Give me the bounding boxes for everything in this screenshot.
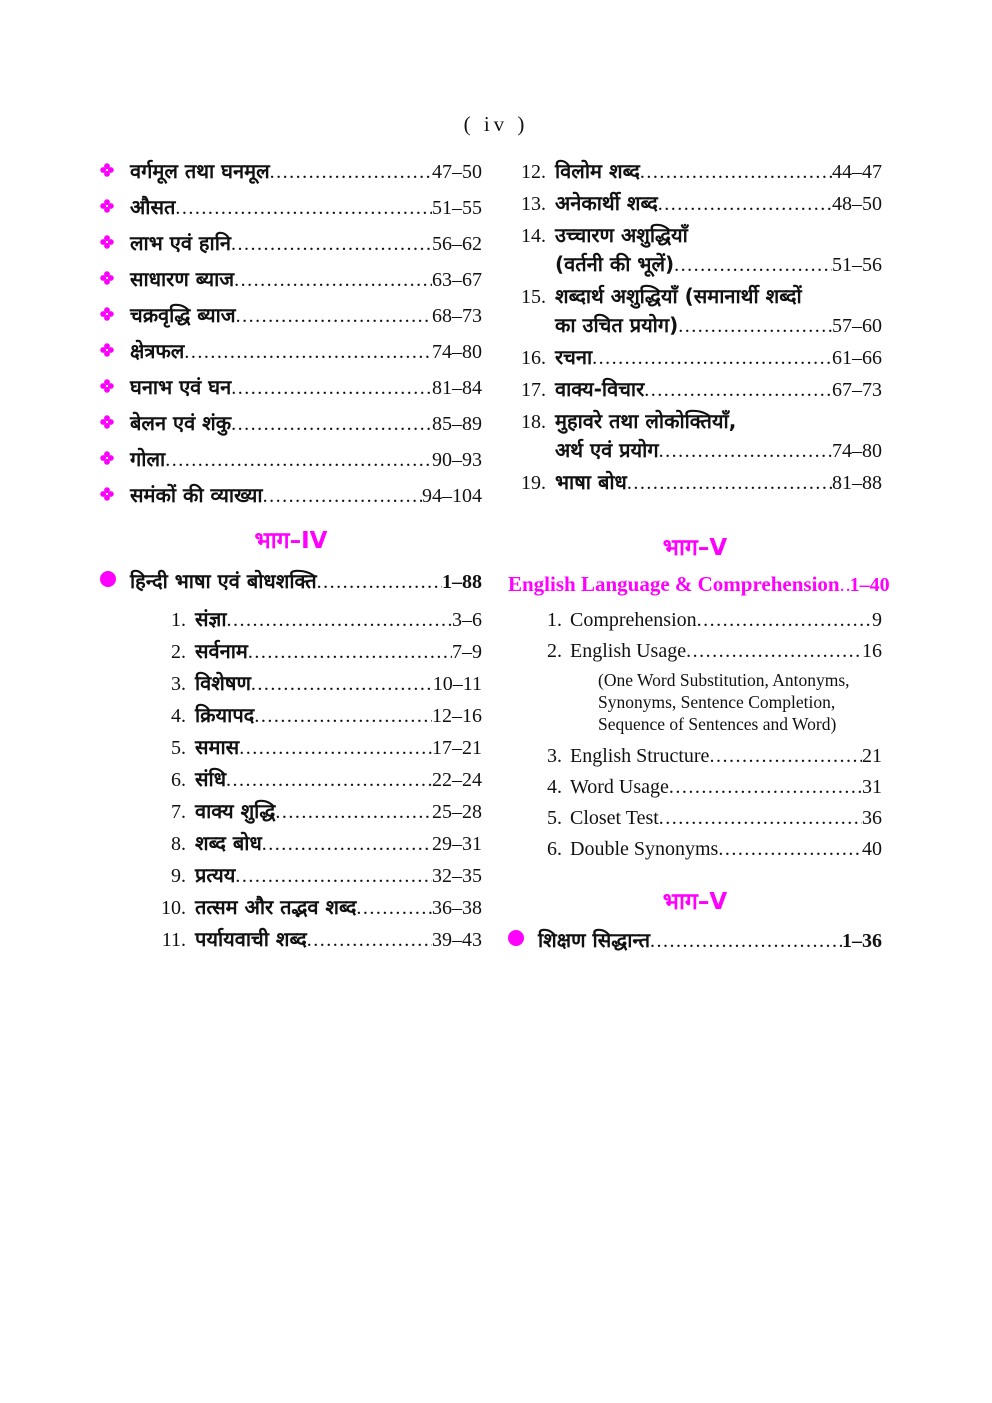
arithmetic-topic-list	[100, 158, 482, 510]
entry-pages: 44–47	[832, 161, 882, 183]
entry-number: 17.	[521, 379, 546, 401]
entry-label: लाभ एवं हानि	[130, 231, 231, 255]
entry-number: 3.	[171, 673, 186, 695]
toc-entry	[100, 302, 482, 330]
entry-pages: 10–11	[432, 673, 482, 695]
entry-label: तत्सम और तद्भव शब्द	[195, 895, 357, 919]
dot-leader	[356, 895, 432, 922]
entry-number: 6.	[171, 769, 186, 791]
entry-label: सर्वनाम	[195, 639, 248, 663]
entry-label-line2: (वर्तनी की भूलें)	[555, 252, 675, 276]
entry-label: रचना	[555, 345, 593, 369]
entry-number: 16.	[521, 347, 546, 369]
entry-label: शब्दार्थ अशुद्धियाँ (समानार्थी शब्दों	[555, 284, 802, 308]
dot-leader	[231, 411, 432, 438]
toc-entry	[148, 798, 482, 826]
toc-entry	[100, 194, 482, 222]
entry-label: गोला	[130, 447, 166, 471]
toc-entry	[100, 266, 482, 294]
entry-number: 6.	[547, 838, 562, 860]
dot-leader	[226, 767, 432, 794]
entry-label: Double Synonyms	[570, 838, 719, 860]
dot-leader	[251, 671, 433, 698]
entry-pages: 90–93	[432, 449, 482, 471]
entry-pages: 21	[862, 745, 882, 767]
toc-entry	[508, 222, 882, 279]
page-number-label: ( iv )	[463, 112, 529, 136]
entry-label: अनेकार्थी शब्द	[555, 191, 658, 215]
toc-entry	[148, 766, 482, 794]
entry-number: 5.	[171, 737, 186, 759]
entry-label: शिक्षण सिद्धान्त	[538, 928, 650, 952]
dot-leader	[235, 863, 432, 890]
entry-pages: 51–55	[432, 197, 482, 219]
english-usage-note: (One Word Substitution, Antonyms, Synonyms, Sentence Completion, Sequence of Sentences and Word)	[598, 670, 850, 734]
entry-pages: 31	[862, 776, 882, 798]
entry-pages: 39–43	[432, 929, 482, 951]
entry-number: 7.	[171, 801, 186, 823]
dot-leader	[658, 191, 832, 218]
entry-label: समंकों की व्याख्या	[130, 483, 263, 507]
dot-leader	[317, 569, 442, 596]
toc-entry	[148, 670, 482, 698]
entry-pages: 32–35	[432, 865, 482, 887]
toc-entry	[148, 702, 482, 730]
entry-pages: 81–84	[432, 377, 482, 399]
toc-entry	[536, 836, 882, 863]
dot-leader	[659, 438, 832, 465]
entry-pages: 74–80	[832, 440, 882, 462]
dot-leader	[236, 303, 432, 330]
entry-number: 12.	[521, 161, 546, 183]
toc-entry	[148, 830, 482, 858]
dot-leader	[718, 836, 862, 863]
toc-entry	[100, 482, 482, 510]
flower-bullet-icon	[100, 375, 130, 401]
toc-entry	[148, 926, 482, 954]
entry-label: औसत	[130, 195, 176, 219]
dot-leader	[627, 470, 832, 497]
toc-entry	[536, 638, 882, 665]
toc-entry	[536, 743, 882, 770]
dot-leader	[248, 639, 452, 666]
flower-bullet-icon	[100, 195, 130, 221]
dot-leader	[678, 313, 832, 340]
dot-leader	[231, 375, 432, 402]
toc-entry	[100, 446, 482, 474]
dot-leader	[165, 447, 432, 474]
entry-number: 15.	[521, 286, 546, 308]
entry-pages: 74–80	[432, 341, 482, 363]
dot-leader	[184, 339, 432, 366]
dot-leader	[650, 928, 842, 955]
entry-pages: 17–21	[432, 737, 482, 759]
dot-leader	[669, 774, 862, 801]
entry-number: 1.	[547, 609, 562, 631]
toc-entry	[508, 190, 882, 218]
entry-pages: 67–73	[832, 379, 882, 401]
entry-label: वाक्य शुद्धि	[195, 799, 276, 823]
flower-bullet-icon	[100, 411, 130, 437]
dot-leader	[307, 927, 432, 954]
dot-leader	[270, 159, 432, 186]
toc-entry	[536, 774, 882, 801]
entry-number: 13.	[521, 193, 546, 215]
entry-number: 4.	[171, 705, 186, 727]
entry-label: संधि	[195, 767, 226, 791]
entry-pages: 36–38	[432, 897, 482, 919]
entry-label: घनाभ एवं घन	[130, 375, 232, 399]
entry-pages: 81–88	[832, 472, 882, 494]
entry-pages: 12–16	[432, 705, 482, 727]
toc-entry	[100, 230, 482, 258]
toc-entry	[148, 894, 482, 922]
toc-entry	[508, 283, 882, 340]
entry-pages: 56–62	[432, 233, 482, 255]
entry-label: पर्यायवाची शब्द	[195, 927, 307, 951]
entry-number: 9.	[171, 865, 186, 887]
toc-entry	[100, 374, 482, 402]
entry-number: 11.	[161, 929, 186, 951]
entry-number: 19.	[521, 472, 546, 494]
entry-label: शब्द बोध	[195, 831, 262, 855]
dot-leader	[234, 267, 432, 294]
entry-label: English Structure	[570, 745, 710, 767]
entry-number: 4.	[547, 776, 562, 798]
entry-label: Closet Test	[570, 807, 659, 829]
toc-entry	[148, 734, 482, 762]
entry-pages: 22–24	[432, 769, 482, 791]
entry-label: संज्ञा	[195, 607, 227, 631]
entry-pages: 29–31	[432, 833, 482, 855]
entry-pages: 57–60	[832, 315, 882, 337]
entry-pages: 25–28	[432, 801, 482, 823]
dot-leader	[697, 607, 872, 634]
entry-label: वाक्य-विचार	[555, 377, 645, 401]
entry-label: विशेषण	[195, 671, 251, 695]
entry-number: 10.	[161, 897, 186, 919]
entry-pages: 63–67	[432, 269, 482, 291]
entry-pages: 61–66	[832, 347, 882, 369]
entry-pages: 1–88	[442, 571, 482, 593]
circle-bullet-icon	[100, 569, 130, 595]
dot-leader	[231, 231, 432, 258]
flower-bullet-icon	[100, 483, 130, 509]
entry-number: 3.	[547, 745, 562, 767]
entry-label: चक्रवृद्धि ब्याज	[130, 303, 236, 327]
flower-bullet-icon	[100, 447, 130, 473]
entry-label-line2: अर्थ एवं प्रयोग	[555, 438, 659, 462]
entry-pages: 1–36	[842, 930, 882, 952]
entry-pages: 47–50	[432, 161, 482, 183]
hindi-grammar-list	[100, 606, 482, 954]
toc-entry	[100, 410, 482, 438]
dot-leader	[840, 572, 850, 599]
entry-pages: 36	[862, 807, 882, 829]
toc-entry	[508, 344, 882, 372]
toc-entry	[148, 606, 482, 634]
dot-leader	[175, 195, 432, 222]
entry-label: साधारण ब्याज	[130, 267, 235, 291]
entry-number: 1.	[171, 609, 186, 631]
flower-bullet-icon	[100, 231, 130, 257]
entry-label-line2: का उचित प्रयोग)	[555, 313, 679, 337]
entry-pages: 85–89	[432, 413, 482, 435]
dot-leader	[239, 735, 432, 762]
right-column	[508, 158, 890, 965]
entry-label: क्षेत्रफल	[130, 339, 185, 363]
dot-leader	[659, 805, 862, 832]
part5-main-entry	[508, 571, 890, 599]
circle-bullet-icon	[508, 928, 538, 954]
entry-label: बेलन एवं शंकु	[130, 411, 232, 435]
dot-leader	[275, 799, 432, 826]
toc-entry	[148, 862, 482, 890]
part5b-header: भाग–V	[662, 889, 728, 915]
entry-pages: 1–40	[849, 574, 890, 596]
entry-pages: 68–73	[432, 305, 482, 327]
dot-leader	[686, 638, 862, 665]
entry-pages: 48–50	[832, 193, 882, 215]
flower-bullet-icon	[100, 267, 130, 293]
english-topic-list	[508, 607, 882, 863]
toc-entry	[508, 469, 882, 497]
entry-number: 2.	[547, 640, 562, 662]
entry-label: हिन्दी भाषा एवं बोधशक्ति	[130, 569, 317, 593]
entry-number: 5.	[547, 807, 562, 829]
entry-label: Word Usage	[570, 776, 669, 798]
flower-bullet-icon	[100, 339, 130, 365]
entry-label: प्रत्यय	[195, 863, 236, 887]
dot-leader	[254, 703, 432, 730]
entry-label: क्रियापद	[195, 703, 255, 727]
dot-leader	[592, 345, 832, 372]
entry-label: मुहावरे तथा लोकोक्तियाँ,	[555, 409, 737, 433]
toc-entry	[100, 158, 482, 186]
entry-pages: 3–6	[452, 609, 482, 631]
toc-entry	[148, 638, 482, 666]
entry-number: 8.	[171, 833, 186, 855]
toc-entry	[508, 158, 882, 186]
entry-pages: 51–56	[832, 254, 882, 276]
left-column	[100, 158, 482, 958]
dot-leader	[674, 252, 832, 279]
entry-number: 14.	[521, 225, 546, 247]
part5-header: भाग–V	[662, 535, 728, 561]
dot-leader	[640, 159, 832, 186]
dot-leader	[262, 831, 432, 858]
toc-entry	[508, 376, 882, 404]
toc-entry	[536, 607, 882, 634]
hindi-topic-list-continued	[508, 158, 882, 497]
toc-entry	[508, 408, 882, 465]
entry-pages: 16	[862, 640, 882, 662]
entry-pages: 94–104	[422, 485, 482, 507]
part4-header: भाग–IV	[254, 528, 328, 554]
flower-bullet-icon	[100, 159, 130, 185]
dot-leader	[263, 483, 422, 510]
entry-label: भाषा बोध	[555, 470, 627, 494]
toc-entry	[100, 338, 482, 366]
dot-leader	[709, 743, 862, 770]
part5b-main-entry	[508, 927, 882, 955]
dot-leader	[644, 377, 832, 404]
entry-pages: 40	[862, 838, 882, 860]
entry-label: Comprehension	[570, 609, 697, 631]
entry-number: 2.	[171, 641, 186, 663]
entry-pages: 7–9	[452, 641, 482, 663]
entry-label: English Usage	[570, 640, 687, 662]
entry-number: 18.	[521, 411, 546, 433]
entry-label: वर्गमूल तथा घनमूल	[130, 159, 270, 183]
entry-label: उच्चारण अशुद्धियाँ	[555, 223, 688, 247]
part4-main-entry	[100, 568, 482, 596]
entry-label: English Language & Comprehension	[508, 572, 840, 596]
entry-label: समास	[195, 735, 240, 759]
flower-bullet-icon	[100, 303, 130, 329]
entry-pages: 9	[872, 609, 882, 631]
toc-entry	[536, 805, 882, 832]
entry-label: विलोम शब्द	[555, 159, 640, 183]
dot-leader	[227, 607, 452, 634]
